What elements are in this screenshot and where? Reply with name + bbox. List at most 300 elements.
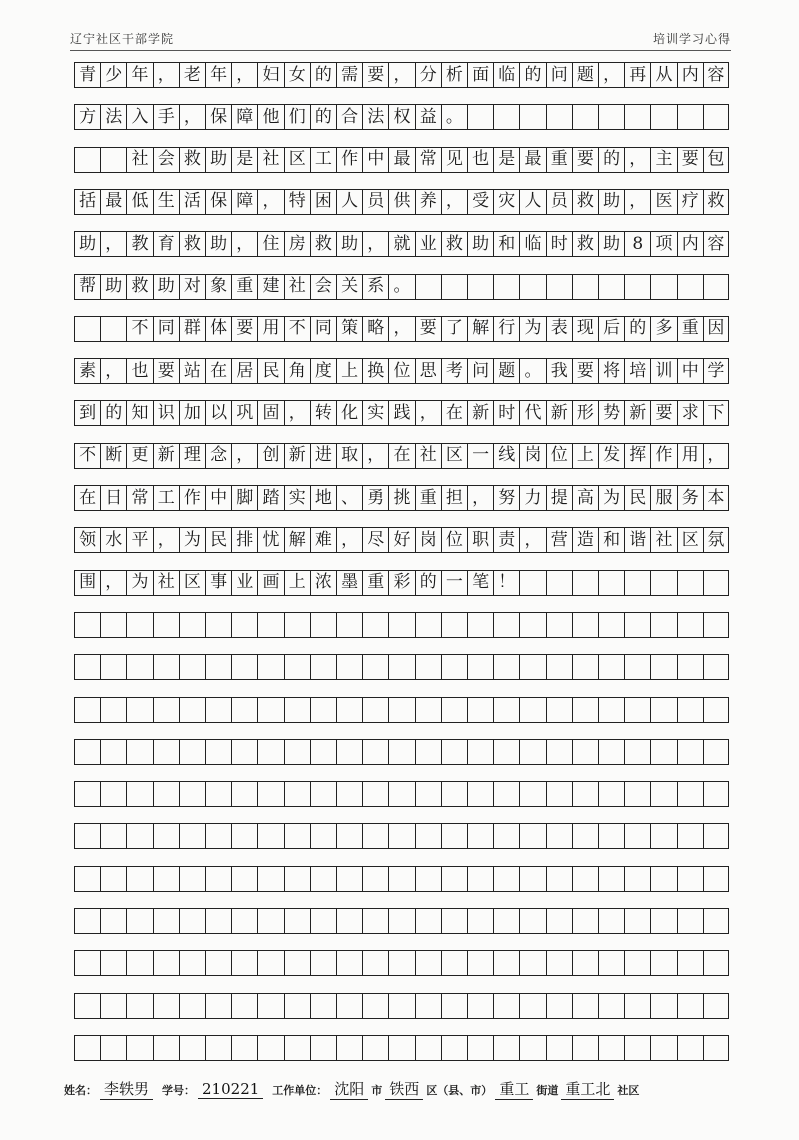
grid-cell [650,740,676,764]
handwritten-char: ， [236,445,254,466]
grid-cell [703,571,729,595]
handwritten-char: ， [419,402,437,423]
name-label: 姓名： [64,1084,97,1097]
handwritten-char: 高 [576,487,594,508]
handwritten-char: 青 [79,64,97,85]
grid-cell [362,698,388,722]
grid-cell [703,190,729,214]
grid-cell [231,232,257,256]
grid-cell [703,951,729,975]
handwritten-char: 系 [367,276,385,296]
grid-row [74,612,729,638]
grid-cell [546,232,572,256]
grid-cell [519,740,545,764]
grid-cell [336,148,362,172]
grid-cell [205,613,231,637]
grid-cell [284,909,310,933]
handwritten-char: ， [472,487,490,508]
grid-cell [650,444,676,468]
grid-cell [205,867,231,891]
handwritten-char: 权 [393,106,411,127]
grid-cell [284,867,310,891]
handwritten-char: 难 [314,529,332,550]
handwritten-char: 上 [341,360,359,381]
handwritten-char: 面 [472,64,490,85]
handwritten-char: 新 [629,402,647,423]
handwritten-char: 最 [393,149,411,170]
grid-cell [677,190,703,214]
grid-cell [284,613,310,637]
grid-row [74,231,729,257]
handwritten-char: 主 [655,149,673,170]
handwritten-char: 区 [288,149,306,170]
grid-cell [231,867,257,891]
grid-cell [74,63,100,87]
grid-cell [336,63,362,87]
handwritten-char: 从 [655,64,673,85]
grid-cell [703,655,729,679]
grid-cell [284,698,310,722]
grid-cell [703,275,729,299]
grid-cell [441,190,467,214]
handwritten-char: 内 [681,64,699,85]
grid-cell [257,444,283,468]
handwritten-char: 。 [393,276,411,296]
grid-cell [179,232,205,256]
grid-cell [493,528,519,552]
handwritten-char: 以 [210,402,228,423]
grid-cell [677,1036,703,1060]
grid-cell [546,867,572,891]
grid-cell [284,444,310,468]
grid-cell [205,909,231,933]
handwritten-char: 解 [472,318,490,339]
grid-cell [310,1036,336,1060]
grid-cell [126,63,152,87]
grid-cell [179,275,205,299]
grid-cell [126,317,152,341]
grid-cell [100,740,126,764]
grid-cell [153,824,179,848]
grid-cell [74,486,100,510]
grid-cell [624,148,650,172]
handwritten-char: 力 [524,487,542,508]
handwritten-char: 救 [183,149,201,170]
community-value: 重工北 [561,1078,614,1100]
grid-cell [388,1036,414,1060]
grid-cell [493,275,519,299]
grid-cell [493,63,519,87]
grid-cell [624,63,650,87]
handwritten-char: 实 [367,402,385,423]
handwritten-char: 助 [210,233,228,254]
grid-cell [257,909,283,933]
grid-cell [650,994,676,1018]
handwritten-char: 常 [419,149,437,170]
grid-cell [598,1036,624,1060]
grid-cell [598,63,624,87]
handwritten-char: 社 [288,276,306,296]
handwritten-char: 人 [524,191,542,212]
grid-cell [257,698,283,722]
grid-cell [388,740,414,764]
grid-cell [624,105,650,129]
grid-cell [310,105,336,129]
handwritten-char: 中 [681,360,699,381]
grid-cell [205,951,231,975]
handwritten-char: ， [524,529,542,550]
grid-cell [179,824,205,848]
grid-cell [650,867,676,891]
grid-cell [257,317,283,341]
handwritten-char: 年 [131,64,149,85]
grid-cell [74,275,100,299]
handwritten-char: 员 [367,191,385,212]
grid-cell [362,359,388,383]
handwritten-char: ， [236,64,254,85]
name-value: 李轶男 [100,1078,153,1100]
grid-cell [388,528,414,552]
handwritten-char: 事 [210,572,228,593]
handwritten-char: 老 [183,64,201,85]
handwritten-char: 同 [314,318,332,339]
handwritten-char: 8 [632,233,644,254]
grid-cell [388,655,414,679]
grid-cell [572,1036,598,1060]
grid-cell [153,444,179,468]
grid-cell [624,401,650,425]
grid-cell [100,867,126,891]
grid-cell [284,232,310,256]
handwritten-char: 、 [341,487,359,508]
grid-row [74,104,729,130]
grid-cell [493,105,519,129]
grid-cell [546,782,572,806]
handwritten-char: 和 [498,233,516,254]
grid-cell [310,740,336,764]
grid-cell [362,571,388,595]
grid-cell [336,317,362,341]
grid-cell [703,909,729,933]
grid-cell [546,444,572,468]
grid-cell [153,740,179,764]
grid-cell [624,740,650,764]
grid-cell [310,571,336,595]
grid-cell [650,232,676,256]
grid-cell [100,486,126,510]
grid-cell [310,486,336,510]
grid-cell [100,317,126,341]
handwritten-char: 保 [210,191,228,212]
handwritten-char: 要 [655,402,673,423]
handwritten-char: 更 [131,445,149,466]
handwritten-char: 救 [314,233,332,254]
handwritten-char: 日 [105,487,123,508]
grid-cell [493,401,519,425]
grid-cell [179,994,205,1018]
grid-cell [493,994,519,1018]
grid-cell [74,359,100,383]
grid-cell [388,317,414,341]
grid-cell [284,359,310,383]
grid-cell [257,824,283,848]
grid-cell [493,486,519,510]
handwritten-char: 居 [236,360,254,381]
grid-cell [624,782,650,806]
handwritten-char: 在 [393,445,411,466]
grid-cell [441,613,467,637]
grid-cell [650,105,676,129]
handwritten-char: 平 [131,529,149,550]
grid-cell [598,359,624,383]
grid-cell [624,528,650,552]
grid-cell [650,824,676,848]
handwritten-char: 的 [419,572,437,593]
grid-cell [388,444,414,468]
grid-cell [310,867,336,891]
grid-cell [310,232,336,256]
handwritten-char: 不 [79,445,97,466]
grid-cell [598,232,624,256]
handwritten-char: ， [105,572,123,593]
grid-cell [598,401,624,425]
handwritten-char: 群 [183,318,201,339]
grid-cell [415,444,441,468]
grid-cell [467,698,493,722]
handwritten-char: ， [288,402,306,423]
grid-cell [126,951,152,975]
handwritten-char: 最 [105,191,123,212]
grid-cell [650,317,676,341]
grid-cell [441,698,467,722]
handwritten-char: 容 [707,64,725,85]
grid-row [74,866,729,892]
handwritten-char: 助 [210,149,228,170]
grid-cell [205,655,231,679]
handwritten-char: 重 [681,318,699,339]
grid-cell [677,613,703,637]
grid-cell [126,444,152,468]
grid-row [74,527,729,553]
grid-cell [179,148,205,172]
grid-cell [493,444,519,468]
handwritten-char: 实 [288,487,306,508]
grid-cell [257,359,283,383]
grid-cell [650,486,676,510]
handwritten-char: 本 [707,487,725,508]
grid-cell [493,190,519,214]
grid-cell [572,613,598,637]
grid-cell [336,401,362,425]
handwritten-char: 救 [576,191,594,212]
grid-cell [415,275,441,299]
grid-cell [441,232,467,256]
grid-cell [650,359,676,383]
grid-cell [572,782,598,806]
grid-cell [703,444,729,468]
grid-cell [493,317,519,341]
work-unit-label: 工作单位： [272,1084,328,1097]
grid-cell [519,190,545,214]
handwritten-char: 容 [707,233,725,254]
grid-cell [74,613,100,637]
grid-cell [650,613,676,637]
handwritten-char: 职 [472,529,490,550]
handwritten-char: 助 [341,233,359,254]
handwritten-char: 会 [157,149,175,170]
grid-cell [231,401,257,425]
grid-cell [415,740,441,764]
handwritten-char: ， [157,64,175,85]
grid-cell [362,444,388,468]
grid-cell [257,528,283,552]
grid-cell [100,105,126,129]
handwritten-char: 岗 [419,529,437,550]
handwritten-char: 房 [288,233,306,254]
grid-cell [153,275,179,299]
handwritten-char: ， [629,191,647,212]
grid-cell [257,655,283,679]
grid-cell [362,528,388,552]
grid-cell [415,994,441,1018]
handwritten-char: 换 [367,360,385,381]
grid-cell [572,190,598,214]
grid-cell [74,698,100,722]
handwritten-char: 工 [314,149,332,170]
handwritten-char: 要 [576,149,594,170]
grid-cell [179,655,205,679]
grid-cell [572,401,598,425]
handwritten-char: 作 [655,445,673,466]
grid-cell [100,444,126,468]
grid-cell [572,275,598,299]
grid-cell [284,317,310,341]
grid-cell [467,190,493,214]
grid-cell [441,105,467,129]
handwritten-char: 住 [262,233,280,254]
grid-cell [467,401,493,425]
grid-cell [572,232,598,256]
district-value: 铁西 [385,1078,423,1100]
grid-cell [519,359,545,383]
handwritten-char: 不 [288,318,306,339]
grid-cell [493,867,519,891]
grid-cell [493,698,519,722]
handwritten-char: 领 [79,529,97,550]
handwritten-char: 在 [79,487,97,508]
handwritten-char: 略 [367,318,385,339]
grid-cell [310,190,336,214]
grid-cell [546,951,572,975]
handwritten-char: ， [393,64,411,85]
grid-cell [74,148,100,172]
grid-cell [467,951,493,975]
grid-cell [624,190,650,214]
grid-cell [362,486,388,510]
handwritten-char: 常 [131,487,149,508]
grid-row [74,147,729,173]
grid-cell [126,867,152,891]
grid-cell [388,613,414,637]
grid-cell [153,994,179,1018]
grid-cell [179,571,205,595]
grid-cell [441,951,467,975]
handwritten-char [101,148,126,172]
grid-cell [362,317,388,341]
grid-cell [205,528,231,552]
handwritten-char: 浓 [314,572,332,593]
grid-cell [126,740,152,764]
handwritten-char: 的 [314,64,332,85]
grid-cell [415,782,441,806]
grid-cell [336,232,362,256]
handwritten-char: 重 [419,487,437,508]
handwritten-char: 创 [262,445,280,466]
grid-cell [677,571,703,595]
grid-cell [493,1036,519,1060]
handwritten-char: ， [236,233,254,254]
grid-cell [100,1036,126,1060]
grid-cell [310,655,336,679]
grid-cell [74,190,100,214]
grid-cell [231,190,257,214]
grid-cell [467,317,493,341]
handwritten-char: 念 [210,445,228,466]
sheet-title: 培训学习心得 [652,32,731,46]
handwritten-char: 考 [445,360,463,381]
handwritten-char: 要 [419,318,437,339]
grid-cell [231,613,257,637]
handwritten-char: 造 [576,529,594,550]
grid-cell [231,698,257,722]
grid-cell [650,909,676,933]
handwritten-char: 彩 [393,572,411,593]
grid-cell [362,951,388,975]
grid-cell [650,190,676,214]
grid-cell [624,613,650,637]
grid-cell [415,148,441,172]
grid-cell [703,613,729,637]
grid-cell [336,951,362,975]
grid-cell [572,867,598,891]
handwritten-char: 多 [655,318,673,339]
grid-cell [441,401,467,425]
grid-cell [336,698,362,722]
grid-cell [205,571,231,595]
grid-cell [441,909,467,933]
grid-cell [703,486,729,510]
grid-cell [519,994,545,1018]
grid-cell [179,486,205,510]
handwritten-char: 少 [105,64,123,85]
handwritten-char: 中 [367,149,385,170]
grid-cell [677,275,703,299]
grid-cell [362,740,388,764]
grid-cell [703,232,729,256]
grid-cell [153,867,179,891]
handwritten-char: 业 [419,233,437,254]
grid-cell [441,782,467,806]
handwritten-char: 灾 [498,191,516,212]
grid-cell [598,655,624,679]
grid-cell [598,317,624,341]
grid-cell [415,655,441,679]
street-label: 街道 [536,1084,559,1097]
grid-cell [74,528,100,552]
grid-cell [231,571,257,595]
grid-cell [415,486,441,510]
grid-cell [336,275,362,299]
